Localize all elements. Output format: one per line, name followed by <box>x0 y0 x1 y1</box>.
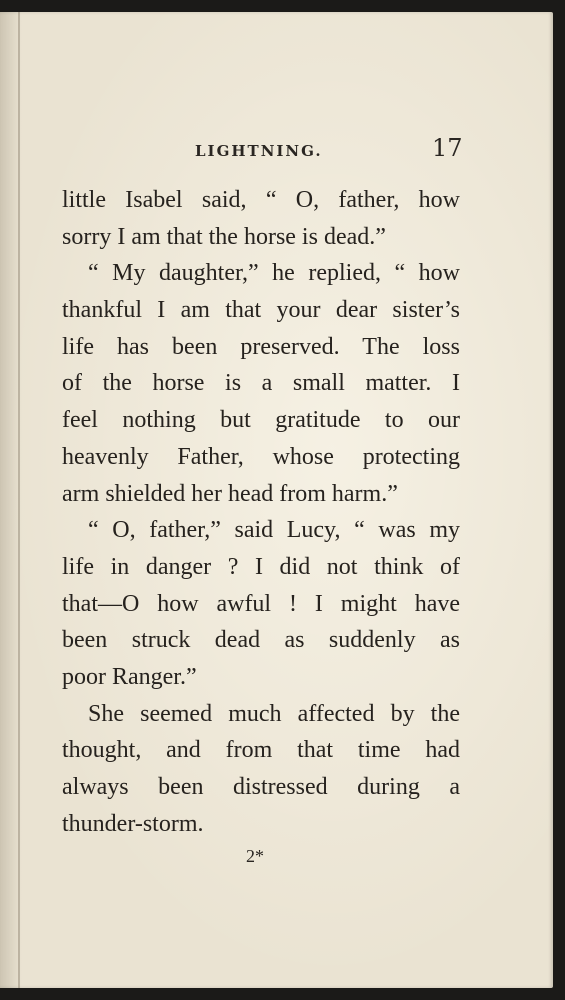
signature-mark: 2* <box>246 846 264 866</box>
text-line: “ My daughter,” he replied, “ how <box>88 260 460 287</box>
text-line: arm shielded her head from harm.” <box>62 480 398 507</box>
text-line: that—O how awful ! I might have <box>62 590 460 617</box>
page-body-text <box>62 182 460 842</box>
text-line: always been distressed during a <box>62 774 460 800</box>
text-line: thankful I am that your dear sister’s <box>62 297 460 324</box>
text-line: life has been preserved. The loss <box>62 333 460 360</box>
text-line: little Isabel said, “ O, father, how <box>62 187 460 213</box>
text-line: She seemed much affected by the <box>88 700 460 727</box>
text-line: been struck dead as suddenly as <box>62 627 460 654</box>
text-line: poor Ranger.” <box>62 663 197 690</box>
text-line: life in danger ? I did not think of <box>62 553 460 580</box>
text-line: heavenly Father, whose protecting <box>62 443 460 470</box>
text-line: of the horse is a small matter. I <box>62 370 460 397</box>
text-line: sorry I am that the horse is dead.” <box>62 223 386 250</box>
page-header <box>0 128 553 168</box>
running-head: LIGHTNING. <box>195 142 323 160</box>
page-number: 17 <box>432 134 463 162</box>
page-paper <box>0 12 553 988</box>
text-line: thunder-storm. <box>62 810 204 837</box>
text-line: thought, and from that time had <box>62 737 460 764</box>
text-line: “ O, father,” said Lucy, “ was my <box>88 517 460 544</box>
text-line: feel nothing but gratitude to our <box>62 407 460 434</box>
